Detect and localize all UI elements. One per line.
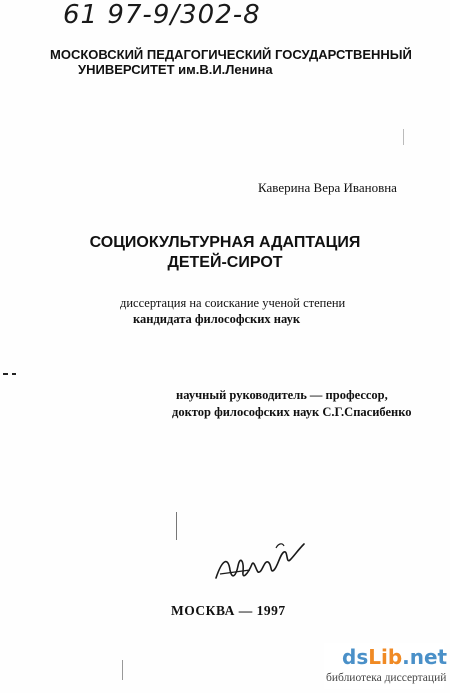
thesis-title-line-1: СОЦИОКУЛЬТУРНАЯ АДАПТАЦИЯ	[89, 234, 361, 251]
scan-mark	[12, 373, 16, 375]
scan-mark	[3, 373, 8, 375]
institution-line-2: УНИВЕРСИТЕТ им.В.И.Ленина	[78, 62, 273, 77]
degree-line-2: кандидата философских наук	[133, 312, 301, 326]
thesis-title-line-2: ДЕТЕЙ-СИРОТ	[167, 254, 283, 271]
watermark-caption: библиотека диссертаций	[326, 672, 447, 684]
watermark-footer	[324, 643, 448, 689]
city-and-year: МОСКВА — 1997	[171, 603, 286, 618]
logo-part-net: .net	[402, 645, 448, 669]
handwritten-signature	[210, 530, 310, 590]
logo-part-ds: ds	[342, 645, 369, 669]
author-name: Каверина Вера Ивановна	[258, 180, 397, 195]
degree-line-1: диссертация на соискание ученой степени	[120, 296, 346, 310]
handwritten-call-number: 61 97-9/302-8	[63, 0, 261, 30]
logo-part-lib: Lib	[368, 645, 403, 669]
supervisor-line-1: научный руководитель — профессор,	[176, 388, 388, 402]
dslib-logo	[342, 645, 447, 669]
supervisor-line-2: доктор философских наук С.Г.Спасибенко	[172, 405, 412, 419]
scan-mark	[403, 129, 404, 145]
institution-line-1: МОСКОВСКИЙ ПЕДАГОГИЧЕСКИЙ ГОСУДАРСТВЕННЫЙ	[50, 47, 412, 62]
scan-mark	[122, 660, 123, 680]
scan-mark	[176, 512, 177, 540]
